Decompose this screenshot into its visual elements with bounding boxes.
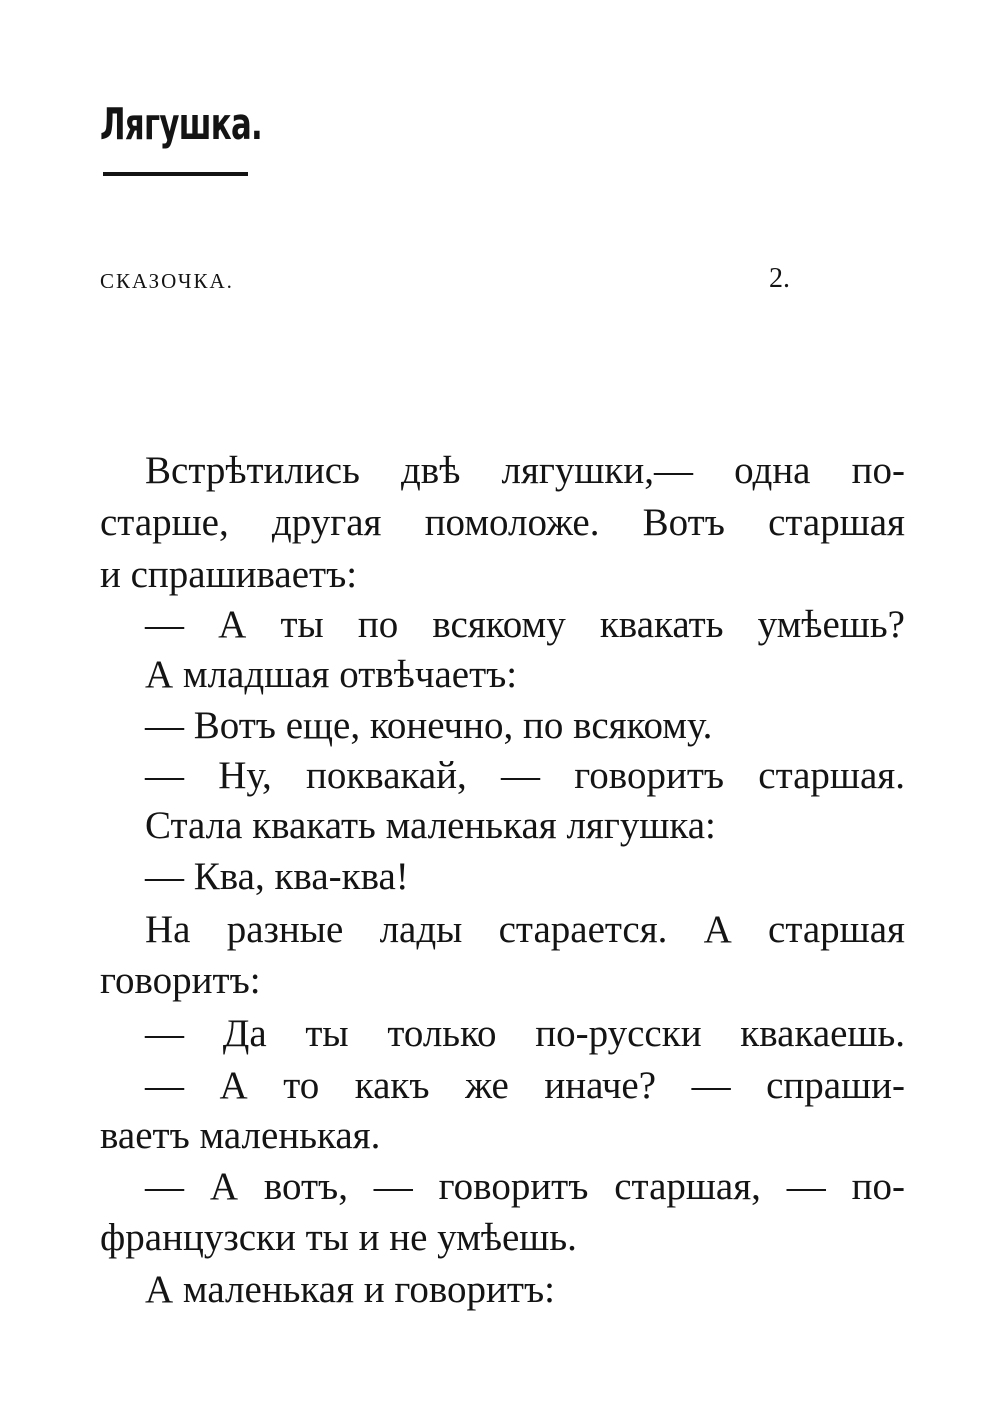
word: по — [357, 603, 399, 646]
subtitle: СКАЗОЧКА. — [100, 269, 234, 293]
text-line: А младшая отвѣчаетъ: — [145, 653, 518, 696]
word: — — [145, 1165, 184, 1208]
word: А — [218, 603, 247, 646]
word: — — [145, 1064, 184, 1107]
word: какъ — [354, 1064, 430, 1107]
word: — — [145, 603, 184, 646]
word: двѣ — [400, 449, 461, 492]
text-line — [100, 497, 905, 549]
word: старается. — [498, 908, 668, 951]
text-line — [145, 1008, 905, 1060]
word: квакать — [599, 603, 724, 646]
word: вотъ, — [263, 1165, 348, 1208]
word: по-русски — [535, 1012, 702, 1055]
word: всякому — [432, 603, 566, 646]
word: старшая. — [758, 754, 905, 797]
word: разные — [226, 908, 344, 951]
text-line — [145, 445, 905, 497]
word: квакаешь. — [740, 1012, 905, 1055]
word: же — [465, 1064, 509, 1107]
text-line — [145, 1161, 905, 1213]
word: На — [145, 908, 191, 951]
word: иначе? — [544, 1064, 657, 1107]
text-line — [145, 750, 905, 802]
word: умѣешь? — [757, 603, 905, 646]
text-line: и спрашиваетъ: — [100, 553, 358, 596]
text-line: ваетъ маленькая. — [100, 1114, 381, 1157]
word: говоритъ — [438, 1165, 589, 1208]
word: старшая, — [614, 1165, 761, 1208]
page-title: Лягушка. — [100, 99, 263, 150]
word: помоложе. — [424, 501, 600, 544]
text-line: Стала квакать маленькая лягушка: — [145, 804, 716, 847]
word: Да — [222, 1012, 267, 1055]
text-line — [145, 1060, 905, 1112]
word: Ну, — [218, 754, 272, 797]
text-line: — Ква, ква-ква! — [145, 855, 409, 898]
text-line — [145, 599, 905, 651]
text-line — [145, 904, 905, 956]
text-line: французски ты и не умѣешь. — [100, 1216, 577, 1259]
word: по- — [851, 449, 905, 492]
word: старшая — [768, 908, 905, 951]
word: А — [219, 1064, 248, 1107]
word: только — [387, 1012, 497, 1055]
word: Встрѣтились — [145, 449, 360, 492]
word: — — [691, 1064, 731, 1107]
word: ты — [280, 603, 324, 646]
word: спраши- — [766, 1064, 905, 1107]
word: — — [373, 1165, 413, 1208]
word: — — [501, 754, 541, 797]
word: Вотъ — [642, 501, 725, 544]
word: по- — [851, 1165, 905, 1208]
word: другая — [271, 501, 382, 544]
word: старше, — [100, 501, 229, 544]
word: лягушки,— — [501, 449, 693, 492]
text-line: — Вотъ еще, конечно, по всякому. — [145, 704, 713, 747]
word: — — [145, 754, 184, 797]
title-underline — [103, 172, 248, 176]
word: одна — [734, 449, 811, 492]
word: — — [786, 1165, 826, 1208]
word: лады — [379, 908, 463, 951]
text-line: говоритъ: — [100, 959, 261, 1002]
word: А — [703, 908, 732, 951]
text-line: А маленькая и говоритъ: — [145, 1268, 555, 1311]
word: говоритъ — [574, 754, 725, 797]
story-number: 2. — [769, 263, 790, 294]
word: поквакай, — [305, 754, 467, 797]
word: ты — [305, 1012, 349, 1055]
word: то — [283, 1064, 320, 1107]
word: А — [209, 1165, 239, 1208]
word: старшая — [768, 501, 905, 544]
word: — — [145, 1012, 184, 1055]
